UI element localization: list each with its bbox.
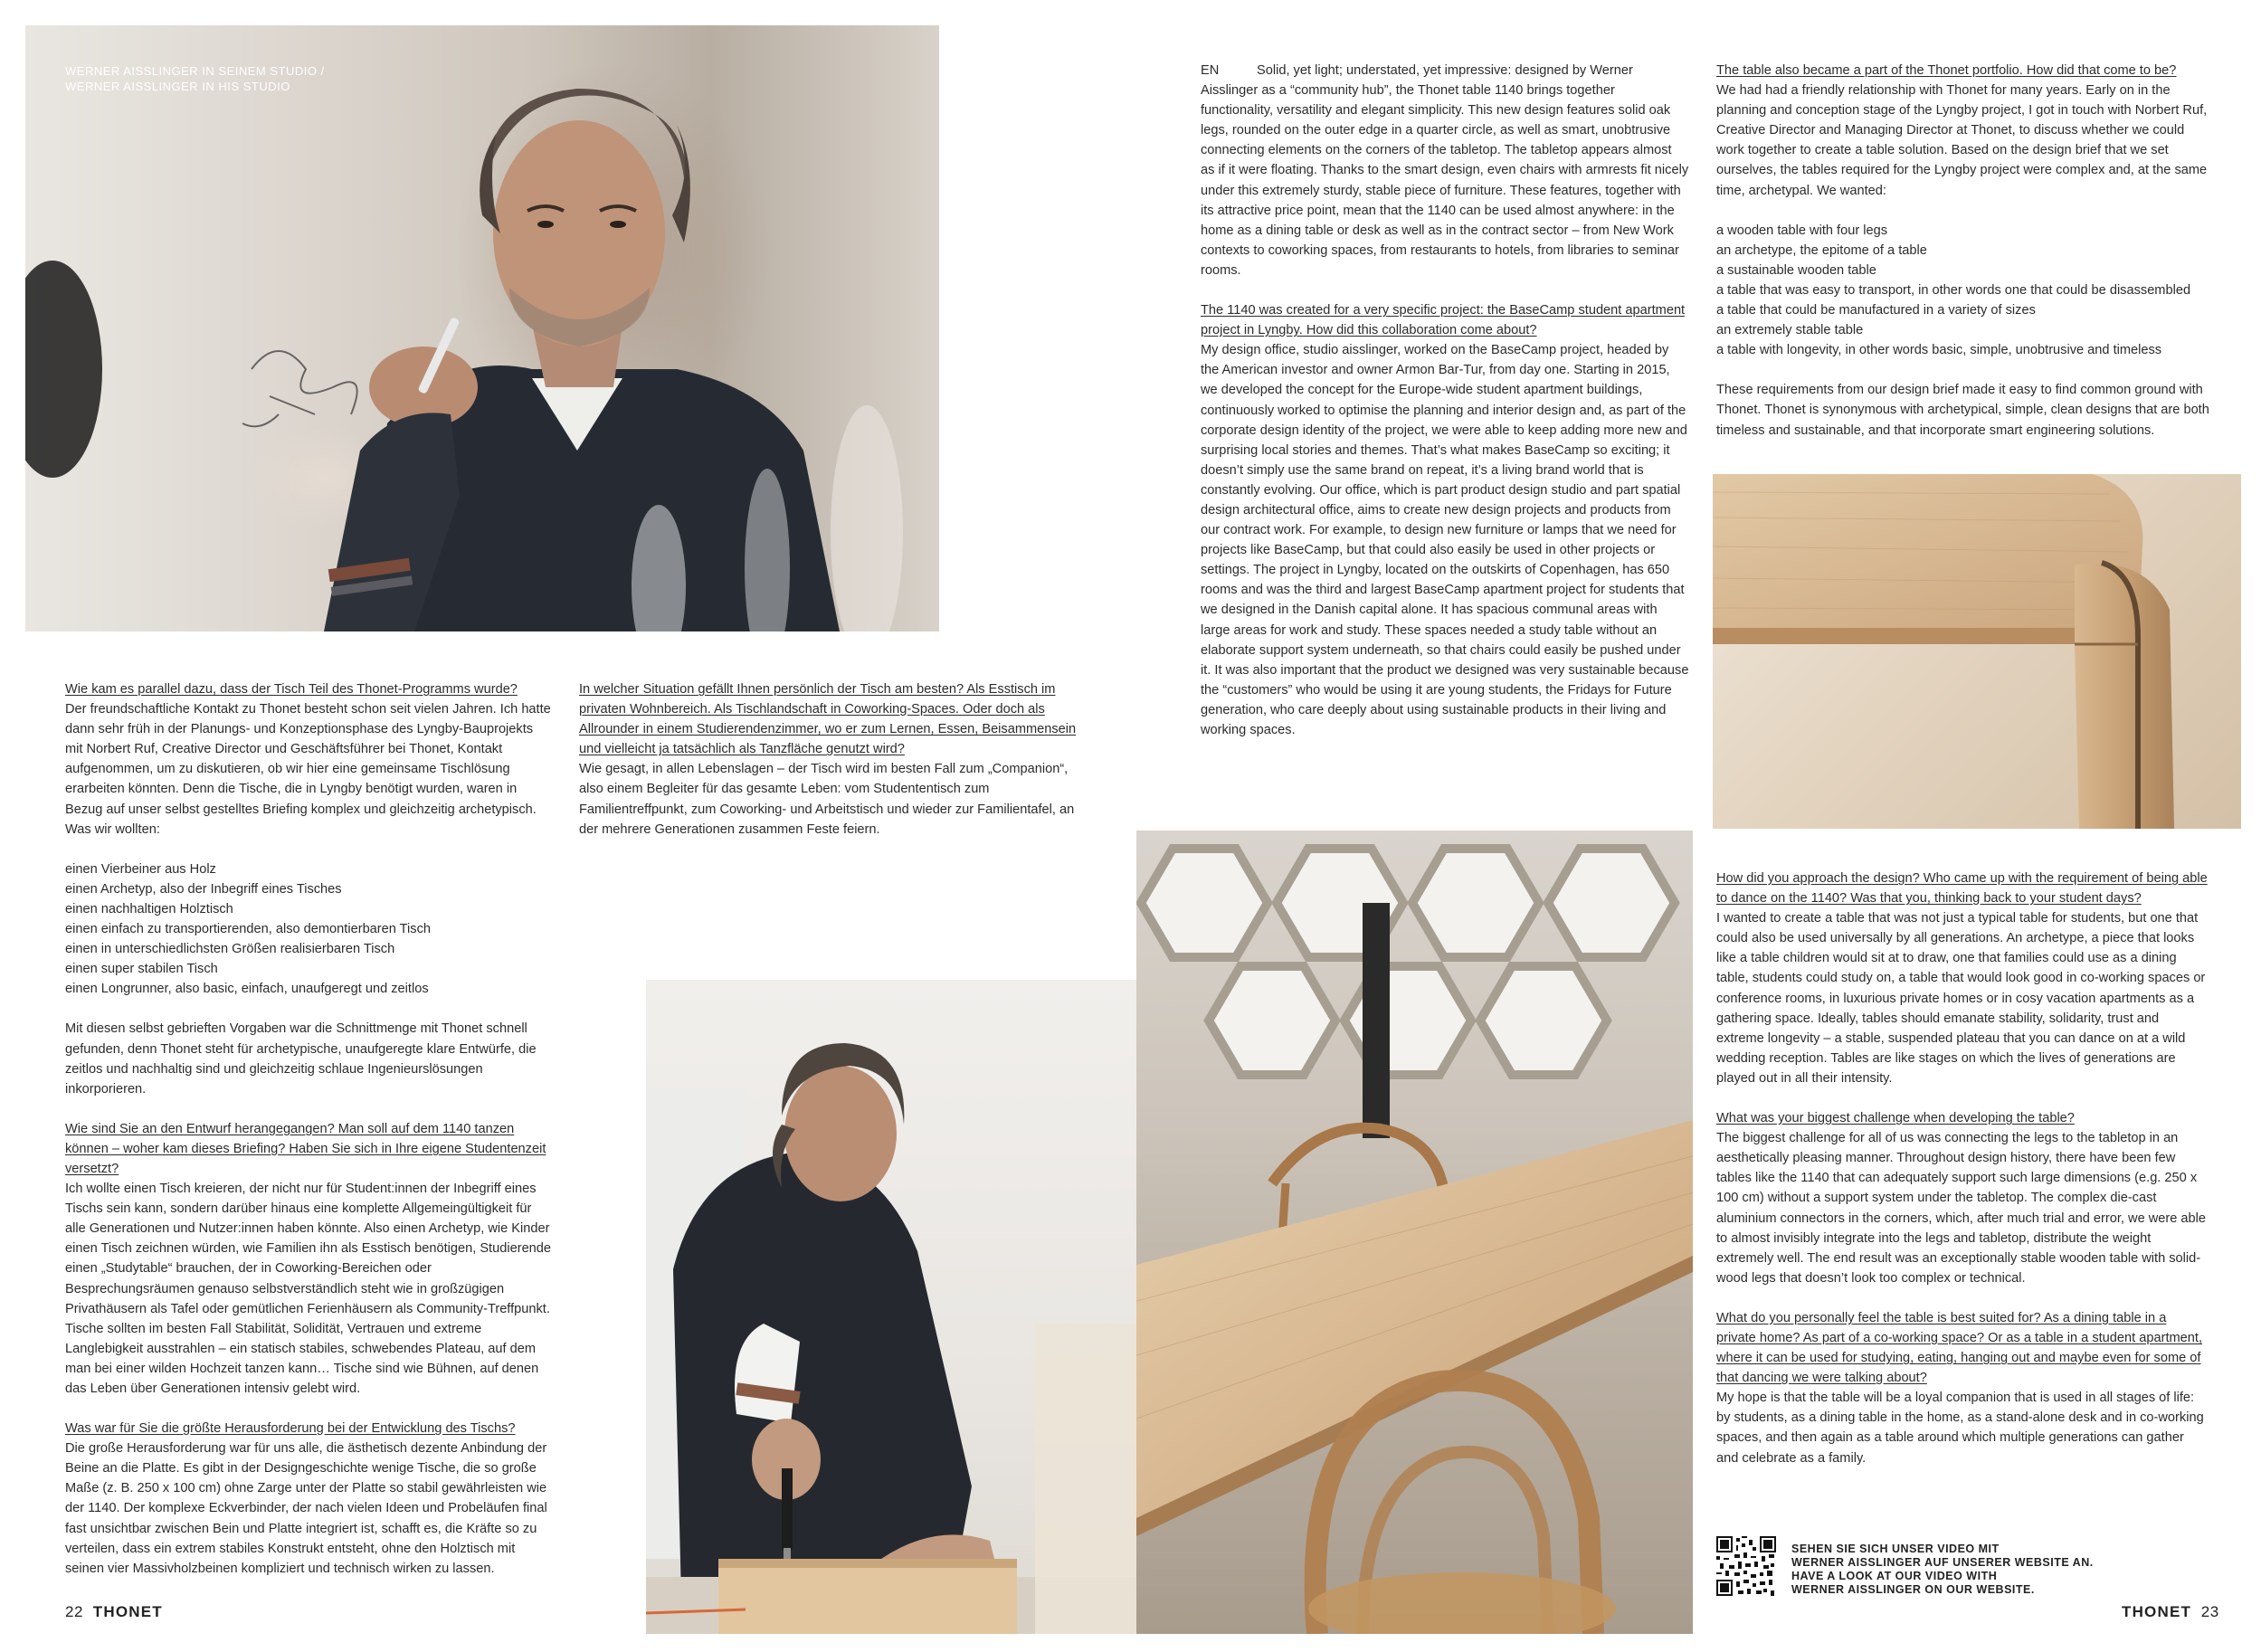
portrait-caption-en: WERNER AISSLINGER IN HIS STUDIO xyxy=(65,80,290,93)
list-item: a wooden table with four legs xyxy=(1716,223,1888,238)
de-question-4: In welcher Situation gefällt Ihnen persönlich der Tisch am besten? Als Esstisch im privaten Wohnbereich. Als Tischlandschaft in Coworking-Spaces. Oder doch als Allrounder in einem Studierendenzimmer, wo er zum Lernen, Essen, Beisammensein und vielleicht ja tatsächlich als Tanzfläche genutzt wird? xyxy=(579,682,1077,757)
list-item: einen Longrunner, also basic, einfach, unaufgeregt und zeitlos xyxy=(65,982,429,997)
en-question-3: How did you approach the design? Who came up with the requirement of being able to dance on the 1140? Was that you, thinking back to your student days? xyxy=(1716,871,2208,907)
qr-text-line: WERNER AISSLINGER ON OUR WEBSITE. xyxy=(1791,1583,2035,1596)
list-item: einen super stabilen Tisch xyxy=(65,962,218,977)
en-question-2: The table also became a part of the Thonet portfolio. How did that come to be? xyxy=(1716,63,2177,78)
en-requirements-list xyxy=(1716,221,2209,361)
en-column-2-top xyxy=(1716,61,2209,441)
table-corner-illustration xyxy=(1713,474,2241,829)
brand-logo-left: THONET xyxy=(92,1603,163,1620)
en-question-4: What was your biggest challenge when developing the table? xyxy=(1716,1111,2075,1126)
en-answer-5: My hope is that the table will be a loyal companion that is used in all stages of life: by students, as a dining table in the home, as a stand-alone desk and in co-working spaces, and then again as a table around which multiple generations can gather and celebrate as a family. xyxy=(1716,1391,2204,1466)
de-requirements-list xyxy=(65,859,554,1000)
de-column-1 xyxy=(65,679,554,1579)
table-corner-photo xyxy=(1713,474,2241,829)
de-answer-3: Die große Herausforderung war für uns alle, die ästhetisch dezente Anbindung der Beine an die Platte. Es gibt in der Designgeschichte wenige Tische, die so große Maße (z. B. 250 x 100 cm) ohne Zarge unter der Platte so stabil gewährleisten wie der 1140. Der komplexe Eckverbinder, der nach vielen Ideen und Probeläufen final fast unsichtbar zwischen Bein und Platte integriert ist, schafft es, die Kräfte so zu verteilen, dass ein extrem stabiles Konstrukt entsteht, ohne den Holztisch mit seinen vier Massivholzbeinen kompliziert und technisch wirken zu lassen. xyxy=(65,1441,547,1576)
de-answer-4: Wie gesagt, in allen Lebenslagen – der Tisch wird im besten Fall zum „Companion“, also einem Begleiter für das gesamte Leben: vom Studententisch zum Familientreffpunkt, zum Coworking- und Arbeitstisch und wieder zur Familientafel, an der mehrere Generationen zusammen Feste feiern. xyxy=(579,762,1075,837)
portrait-photo xyxy=(25,25,939,631)
portrait-illustration xyxy=(25,25,939,631)
de-column-2 xyxy=(579,679,1081,840)
en-intro-text: Solid, yet light; understated, yet impressive: designed by Werner Aisslinger as a “community hub”, the Thonet table 1140 brings together functionality, versatility and elegant simplicity. This new design features solid oak legs, rounded on the outer edge in a quarter circle, as well as smart, unobtrusive connecting elements on the corners of the tabletop. The tabletop appears almost as if it were floating. Thanks to the smart design, even chairs with armrests fit nicely under this extremely sturdy, stable piece of furniture. These features, together with its attractive price point, mean that the 1140 can be used almost anywhere: in the home as a dining table or desk as well as in the contract sector – from New Work contexts to coworking spaces, from restaurants to hotels, from libraries to seminar rooms. xyxy=(1201,63,1689,278)
en-answer-2: We had had a friendly relationship with Thonet for many years. Early on in the planning and conception stage of the Lyngby project, I got in touch with Norbert Ruf, Creative Director and Managing Director at Thonet, to discuss whether we could work together to create a table solution. Based on the design brief that we set ourselves, the tables required for the Lyngby project were complex and, at the same time, archetypal. We wanted: xyxy=(1716,83,2208,198)
list-item: a table that could be manufactured in a variety of sizes xyxy=(1716,303,2036,318)
page-number-left: 22 xyxy=(65,1603,84,1620)
list-item: einen Archetyp, also der Inbegriff eines Tisches xyxy=(65,881,342,897)
list-item: a table that was easy to transport, in other words one that could be disassembled xyxy=(1716,282,2191,298)
portrait-caption-de: WERNER AISSLINGER IN SEINEM STUDIO / xyxy=(65,64,325,78)
en-column-1 xyxy=(1201,61,1689,740)
brand-logo-right: THONET xyxy=(2122,1603,2192,1620)
en-column-2-bottom xyxy=(1716,869,2209,1468)
table-chairs-photo xyxy=(1136,831,1693,1634)
en-question-5: What do you personally feel the table is best suited for? As a dining table in a private home? As part of a co-working space? Or as a table in a student apartment, where it can be used for studying, eating, hanging out and maybe even for some of that dancing we were talking about? xyxy=(1716,1310,2203,1386)
list-item: a table with longevity, in other words basic, simple, unobtrusive and timeless xyxy=(1716,343,2162,358)
qr-text-line: HAVE A LOOK AT OUR VIDEO WITH xyxy=(1791,1570,1998,1582)
footer-left xyxy=(65,1603,163,1621)
qr-code-icon xyxy=(1716,1536,1776,1596)
de-question-2: Wie sind Sie an den Entwurf herangegangen? Man soll auf dem 1140 tanzen können – woher kam dieses Briefing? Haben Sie sich in Ihre eigene Studentenzeit versetzt? xyxy=(65,1121,546,1176)
page-number-right: 23 xyxy=(2200,1603,2219,1620)
qr-text-line: WERNER AISSLINGER AUF UNSERER WEBSITE AN. xyxy=(1791,1556,2094,1569)
en-answer-4: The biggest challenge for all of us was connecting the legs to the tabletop in an aesthetically pleasing manner. Throughout design history, there have been few tables like the 1140 that can adequately support such large dimensions (e.g. 250 x 100 cm) without a support system under the tabletop. The complex die-cast aluminium connectors in the corners, which, after much trial and error, we were able to almost invisibly integrate into the legs and tabletop, distribute the weight extremely well. The end result was an exceptionally stable wooden table with solid-wood legs that doesn’t look too complex or technical. xyxy=(1716,1131,2207,1286)
footer-right xyxy=(2122,1603,2219,1621)
list-item: a sustainable wooden table xyxy=(1716,262,1876,278)
de-question-3: Was war für Sie die größte Herausforderung bei der Entwicklung des Tischs? xyxy=(65,1421,516,1437)
en-answer-1: My design office, studio aisslinger, worked on the BaseCamp project, headed by the American investor and owner Armon Bar-Tur, from day one. Starting in 2015, we developed the concept for the Europe-wide student apartment buildings, continuously worked to optimise the planning and interior design and, as part of the corporate design identity of the project, we were able to keep adding more new and surprising local stories and themes. That’s what makes BaseCamp so exciting; it doesn’t simply use the same brand on repeat, it’s a living brand world that is constantly evolving. Our office, which is part product design studio and part spatial design architectural office, aims to create new design projects and products from our contract work. For example, to design new furniture or lamps that we need for projects like BaseCamp, but that could also easily be used in other projects or settings. The project in Lyngby, located on the outskirts of Copenhagen, has 650 rooms and was the third and largest BaseCamp apartment project for students that we designed in the Danish capital alone. It has spacious communal areas with large areas for work and study. These spaces needed a study table without an elaborate support system underneath, so that chairs could easily be pushed under it. It was also important that the product we designed was very sustainable because the “customers” who would be using it are young students, the Fridays for Future generation, who care deeply about using sustainable products in their living and working spaces. xyxy=(1201,343,1689,737)
qr-text-line: SEHEN SIE SICH UNSER VIDEO MIT xyxy=(1791,1543,2000,1555)
de-answer-1-continued: Mit diesen selbst gebrieften Vorgaben war die Schnittmenge mit Thonet schnell gefunden, denn Thonet steht für archetypische, unaufgeregte klare Entwürfe, die zeitlos und nachhaltig sind und gleichzeitig schlaue Ingenieurslösungen inkorporieren. xyxy=(65,1021,537,1097)
list-item: einen einfach zu transportierenden, also demontierbaren Tisch xyxy=(65,922,432,937)
language-tag: EN xyxy=(1201,63,1220,78)
list-item: einen Vierbeiner aus Holz xyxy=(65,861,216,877)
de-answer-2: Ich wollte einen Tisch kreieren, der nicht nur für Student:innen der Inbegriff eines Tischs sein kann, sondern darüber hinaus eine komplette Allgemeingültigkeit für alle Generationen und Nutzer:innen haben könnte. Also einen Archetyp, wie Kinder einen Tisch zeichnen würden, wie Familien ihn als Esstisch benötigen, Studierende einen „Studytable“ brauchen, der in Coworking-Bereichen oder Besprechungsräumen genauso selbstverständlich steht wie in großzügigen Privathäusern als Tafel oder gemütlichen Ferienhäusern als Community-Treffpunkt. Tische sollten im besten Fall Stabilität, Solidität, Vertrauen und extreme Langlebigkeit ausstrahlen – ein statisch stabiles, schwebendes Plateau, auf dem man bei einer wilden Hochzeit tanzen kann… Tische sind wie Bühnen, auf denen das Leben über Generationen intensiv gelebt wird. xyxy=(65,1182,552,1396)
de-question-1: Wie kam es parallel dazu, dass der Tisch Teil des Thonet-Programms wurde? xyxy=(65,682,518,697)
qr-code[interactable] xyxy=(1716,1536,1776,1596)
en-intro xyxy=(1201,61,1689,280)
workshop-photo xyxy=(646,980,1136,1634)
list-item: an archetype, the epitome of a table xyxy=(1716,242,1927,258)
en-question-1: The 1140 was created for a very specific project: the BaseCamp student apartment project in Lyngby. How did this collaboration come about? xyxy=(1201,303,1686,338)
workshop-illustration xyxy=(646,980,1136,1634)
list-item: an extremely stable table xyxy=(1716,323,1864,338)
de-answer-1: Der freundschaftliche Kontakt zu Thonet besteht schon seit vielen Jahren. Ich hatte dann sehr früh in der Planungs- und Konzeptionsphase des Lyngby-Bauprojekts mit Norbert Ruf, Creative Director und Geschäftsführer bei Thonet, Kontakt aufgenommen, um zu diskutieren, ob wir hier eine gemeinsame Tischlösung erarbeiten könnten. Denn die Tische, die in Lyngby benötigt wurden, waren in Bezug auf unser selbst gestelltes Briefing komplex und gleichzeitig archetypisch. Was wir wollten: xyxy=(65,702,551,837)
list-item: einen in unterschiedlichsten Größen realisierbaren Tisch xyxy=(65,942,395,957)
list-item: einen nachhaltigen Holztisch xyxy=(65,901,233,916)
table-chairs-illustration xyxy=(1136,831,1693,1634)
en-answer-3: I wanted to create a table that was not just a typical table for students, but one that could also be used universally by all generations. An archetype, a piece that looks like a table children would sit at to draw, one that families could use as a dining table, students could study on, a table that would look good in co-working spaces or conference rooms, in luxurious private homes or in cosy vacation apartments as a gathering space. Ideally, tables should emanate stability, solidarity, trust and extreme longevity – a stable, suspended plateau that you can dance on at a wild wedding reception. Tables are like stages on which the lives of generations are played out in all their intensity. xyxy=(1716,911,2206,1086)
qr-video-text xyxy=(1791,1543,2094,1597)
en-answer-2-continued: These requirements from our design brief made it easy to find common ground with Thonet. Thonet is synonymous with archetypical, simple, clean designs that are both timeless and sustainable, and that incorporate smart engineering solutions. xyxy=(1716,383,2209,438)
portrait-caption xyxy=(65,63,325,94)
